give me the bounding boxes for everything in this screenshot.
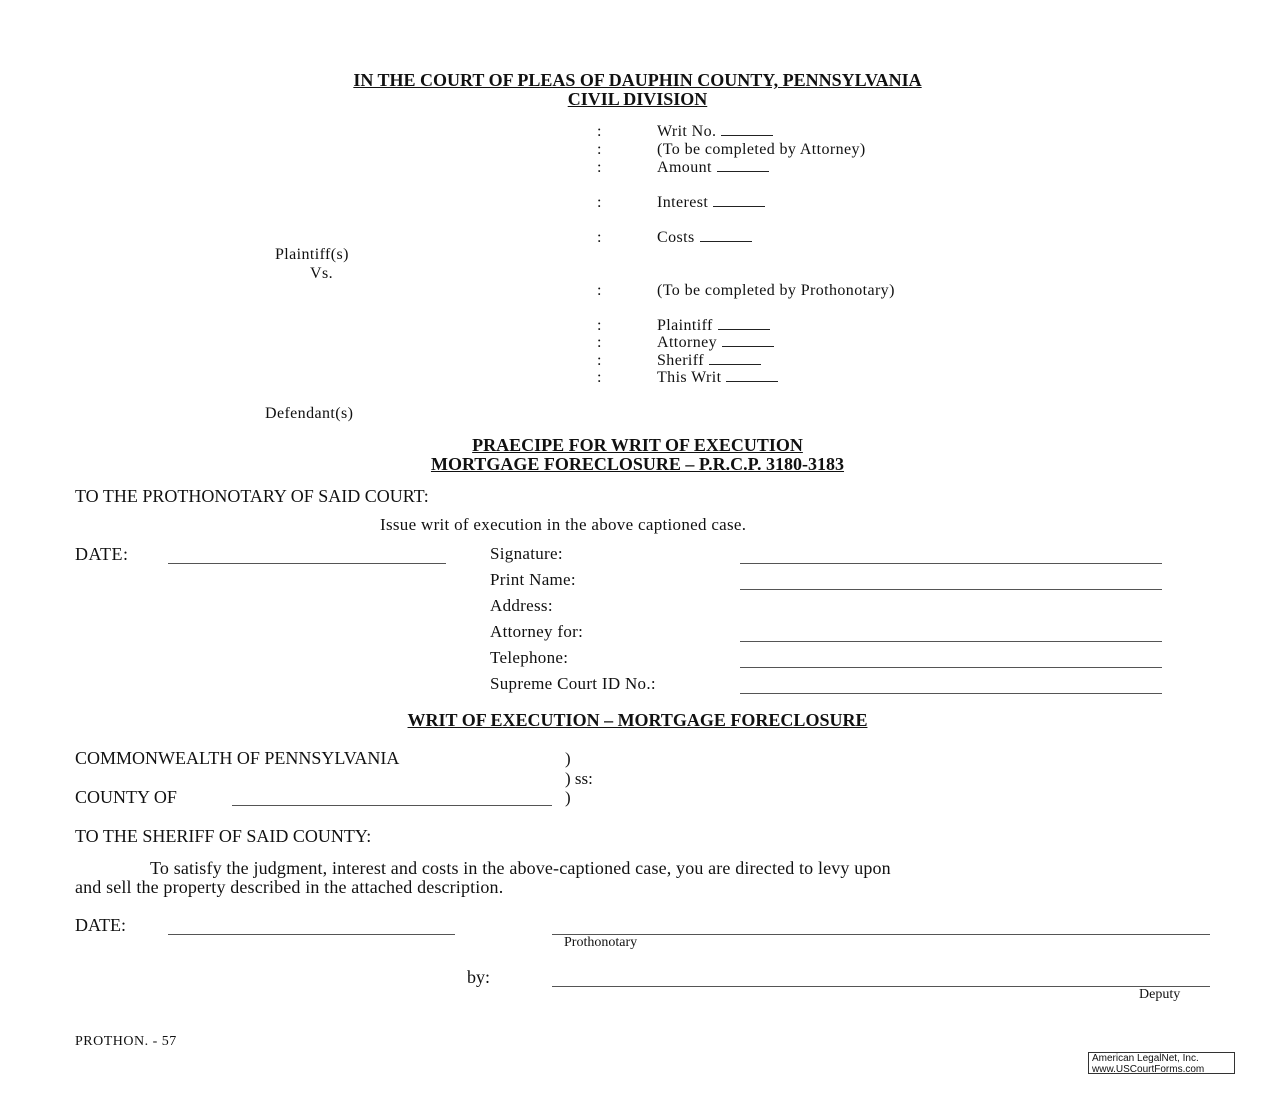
deputy-label: Deputy xyxy=(1139,987,1181,1002)
attorney-note: (To be completed by Attorney) xyxy=(657,141,866,158)
publisher-url: www.USCourtForms.com xyxy=(1092,1063,1205,1075)
caption-separator: : xyxy=(597,141,602,158)
prothonotary-label: Prothonotary xyxy=(564,935,638,950)
this-writ-cost-blank[interactable] xyxy=(726,369,778,382)
signature-label: Signature: xyxy=(490,544,563,563)
county-input[interactable] xyxy=(232,805,552,806)
caption-separator: : xyxy=(597,159,602,176)
publisher-box xyxy=(1088,1052,1235,1074)
plaintiff-label: Plaintiff(s) xyxy=(275,246,349,263)
caption-separator: : xyxy=(597,317,602,334)
caption-separator: : xyxy=(597,229,602,246)
form-code: PROTHON. - 57 xyxy=(75,1034,177,1049)
interest-label: Interest xyxy=(657,194,709,211)
sheriff-cost-blank[interactable] xyxy=(709,352,761,365)
attorney-for-input[interactable] xyxy=(740,641,1162,642)
defendant-label: Defendant(s) xyxy=(265,405,354,422)
publisher-name: American LegalNet, Inc. xyxy=(1092,1053,1199,1064)
costs-label: Costs xyxy=(657,229,695,246)
caption-separator: : xyxy=(597,282,602,299)
court-title: IN THE COURT OF PLEAS OF DAUPHIN COUNTY, PENNSYLVANIA xyxy=(353,70,922,90)
amount-blank[interactable] xyxy=(717,159,769,172)
deputy-signature-input[interactable] xyxy=(552,986,1210,987)
caption-separator: : xyxy=(597,369,602,386)
supreme-court-id-label: Supreme Court ID No.: xyxy=(490,674,656,693)
telephone-label: Telephone: xyxy=(490,648,569,667)
caption-separator: : xyxy=(597,194,602,211)
praecipe-title: PRAECIPE FOR WRIT OF EXECUTION xyxy=(472,435,803,455)
print-name-input[interactable] xyxy=(740,589,1162,590)
amount-field[interactable] xyxy=(657,159,769,177)
praecipe-subtitle: MORTGAGE FORECLOSURE – P.R.C.P. 3180-3183 xyxy=(430,454,845,474)
caption-separator: : xyxy=(597,352,602,369)
writ-date-label: DATE: xyxy=(75,915,126,935)
sheriff-cost-field[interactable] xyxy=(657,352,761,370)
ss-label: ) ss: xyxy=(565,769,593,788)
plaintiff-cost-field[interactable] xyxy=(657,317,770,335)
interest-blank[interactable] xyxy=(713,194,765,207)
costs-blank[interactable] xyxy=(700,229,752,242)
by-label: by: xyxy=(467,967,491,987)
writ-no-label: Writ No. xyxy=(657,123,717,140)
paren-top: ) xyxy=(565,749,571,768)
writ-date-input[interactable] xyxy=(168,934,455,935)
writ-body-line1: To satisfy the judgment, interest and costs in the above-captioned case, you are directed to levy upon xyxy=(150,858,891,878)
attorney-cost-blank[interactable] xyxy=(722,334,774,347)
praecipe-date-label: DATE: xyxy=(75,544,129,564)
this-writ-cost-label: This Writ xyxy=(657,369,722,386)
praecipe-date-input[interactable] xyxy=(168,563,446,564)
this-writ-cost-field[interactable] xyxy=(657,369,778,387)
prothonotary-signature-input[interactable] xyxy=(552,934,1210,935)
telephone-input[interactable] xyxy=(740,667,1162,668)
prothonotary-addressee: TO THE PROTHONOTARY OF SAID COURT: xyxy=(75,486,429,506)
prothonotary-note: (To be completed by Prothonotary) xyxy=(657,282,895,299)
interest-field[interactable] xyxy=(657,194,765,212)
sheriff-cost-label: Sheriff xyxy=(657,352,704,369)
costs-field[interactable] xyxy=(657,229,752,247)
writ-body-line2: and sell the property described in the attached description. xyxy=(75,877,504,897)
supreme-court-id-input[interactable] xyxy=(740,693,1162,694)
division-title: CIVIL DIVISION xyxy=(567,89,708,109)
amount-label: Amount xyxy=(657,159,712,176)
attorney-cost-field[interactable] xyxy=(657,334,774,352)
signature-input[interactable] xyxy=(740,563,1162,564)
writ-no-blank[interactable] xyxy=(721,123,773,136)
caption-separator: : xyxy=(597,123,602,140)
caption-separator: : xyxy=(597,334,602,351)
sheriff-addressee: TO THE SHERIFF OF SAID COUNTY: xyxy=(75,826,372,846)
print-name-label: Print Name: xyxy=(490,570,576,589)
writ-title: WRIT OF EXECUTION – MORTGAGE FORECLOSURE xyxy=(407,710,868,730)
vs-label: Vs. xyxy=(310,265,333,282)
attorney-for-label: Attorney for: xyxy=(490,622,584,641)
attorney-cost-label: Attorney xyxy=(657,334,718,351)
county-of-label: COUNTY OF xyxy=(75,787,177,807)
plaintiff-cost-label: Plaintiff xyxy=(657,317,713,334)
address-label: Address: xyxy=(490,596,553,615)
writ-no-field[interactable] xyxy=(657,123,773,141)
paren-bottom: ) xyxy=(565,788,571,807)
plaintiff-cost-blank[interactable] xyxy=(718,317,770,330)
commonwealth-label: COMMONWEALTH OF PENNSYLVANIA xyxy=(75,748,400,768)
praecipe-instruction: Issue writ of execution in the above captioned case. xyxy=(380,515,747,534)
